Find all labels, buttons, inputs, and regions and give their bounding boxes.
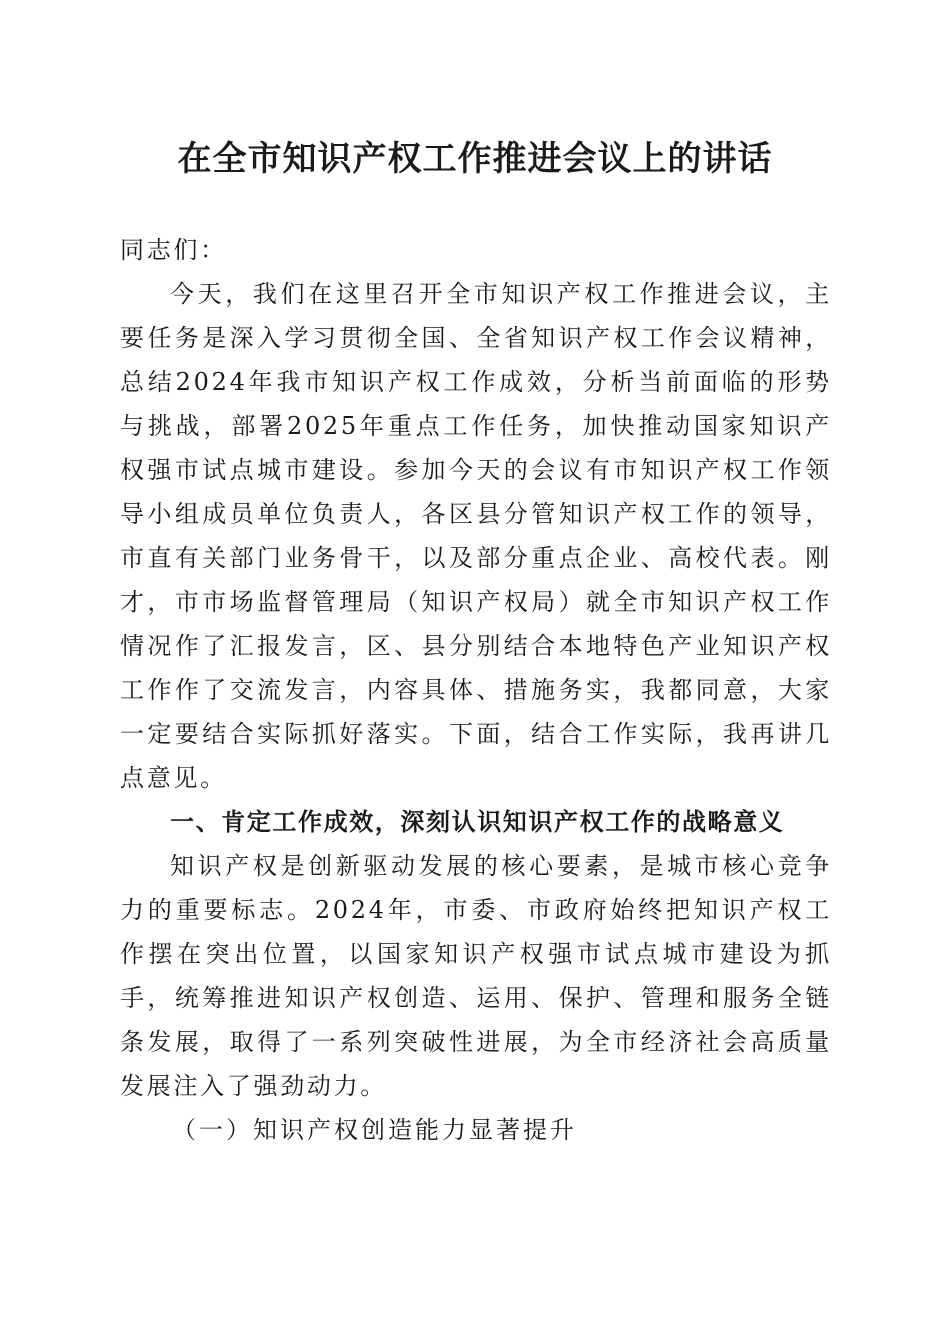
document-body: [120, 228, 832, 1152]
document-title: 在全市知识产权工作推进会议上的讲话: [177, 139, 773, 179]
intro-paragraph: 今天，我们在这里召开全市知识产权工作推进会议，主要任务是深入学习贯彻全国、全省知识产权工作会议精神，总结2024年我市知识产权工作成效，分析当前面临的形势与挑战，部署2025年重点工作任务，加快推动国家知识产权强市试点城市建设。参加今天的会议有市知识产权工作领导小组成员单位负责人，各区县分管知识产权工作的领导，市直有关部门业务骨干，以及部分重点企业、高校代表。刚才，市市场监督管理局（知识产权局）就全市知识产权工作情况作了汇报发言，区、县分别结合本地特色产业知识产权工作作了交流发言，内容具体、措施务实，我都同意，大家一定要结合实际抓好落实。下面，结合工作实际，我再讲几点意见。: [120, 280, 832, 792]
section-1-heading: 一、肯定工作成效，深刻认识知识产权工作的战略意义: [170, 808, 785, 836]
section-1-paragraph: 知识产权是创新驱动发展的核心要素，是城市核心竞争力的重要标志。2024年，市委、市政府始终把知识产权工作摆在突出位置，以国家知识产权强市试点城市建设为抓手，统筹推进知识产权创造、运用、保护、管理和服务全链条发展，取得了一系列突破性进展，为全市经济社会高质量发展注入了强劲动力。: [120, 852, 832, 1100]
salutation: 同志们：: [120, 236, 227, 264]
subsection-1-heading: （一）知识产权创造能力显著提升: [172, 1116, 577, 1144]
